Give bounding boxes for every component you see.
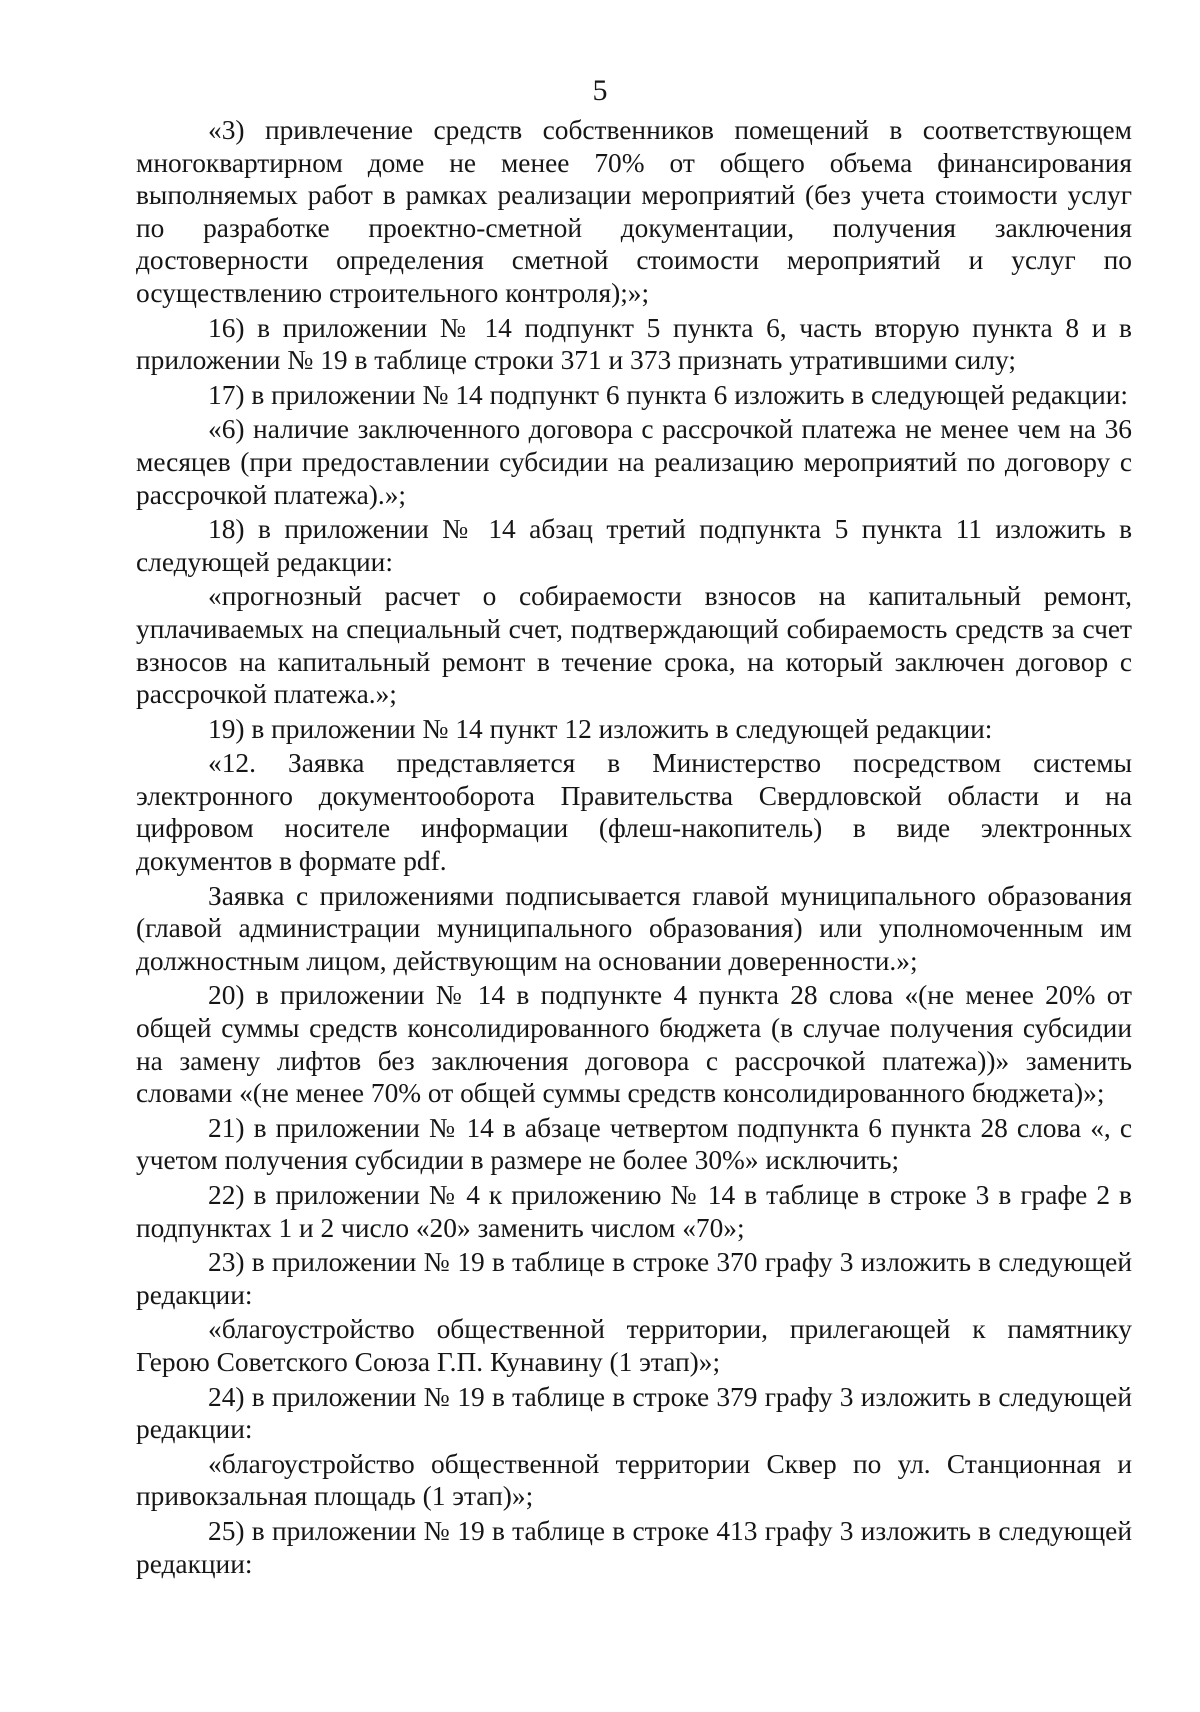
paragraph-station-square: «благоустройство общественной территории Сквер по ул. Станционная и привокзальная площадь (1 этап)»; [136, 1448, 1132, 1512]
paragraph-kunavin-territory: «благоустройство общественной территории, прилегающей к памятнику Герою Советского Союза Г.П. Кунавину (1 этап)»; [136, 1314, 1132, 1377]
paragraph-item-22: 22) в приложении № 4 к приложению № 14 в таблице в строке 3 в графе 2 в подпунктах 1 и 2 число «20» заменить числом «70»; [136, 1180, 1132, 1243]
paragraph-item-23: 23) в приложении № 19 в таблице в строке 370 графу 3 изложить в следующей редакции: [136, 1247, 1132, 1310]
paragraph-item-20: 20) в приложении № 14 в подпункте 4 пункта 28 слова «(не менее 20% от общей суммы средств консолидированного бюджета (в случае получения субсидии на замену лифтов без заключения договора с рассрочкой платежа))» заменить словами «(не менее 70% от общей суммы средств консолидированного бюджета)»; [136, 980, 1132, 1109]
paragraph-item-21: 21) в приложении № 14 в абзаце четвертом подпункта 6 пункта 28 слова «, с учетом получения субсидии в размере не более 30%» исключить; [136, 1112, 1132, 1176]
paragraph-item-24: 24) в приложении № 19 в таблице в строке 379 графу 3 изложить в следующей редакции: [136, 1381, 1132, 1445]
paragraph-application-signing: Заявка с приложениями подписывается главой муниципального образования (главой администрации муниципального образования) или уполномоченным им должностным лицом, действующим на основании доверенности.»; [136, 880, 1132, 976]
paragraph-item-17: 17) в приложении № 14 подпункт 6 пункта 6 изложить в следующей редакции: [208, 379, 1129, 410]
paragraph-clause-6: «6) наличие заключенного договора с рассрочкой платежа не менее чем на 36 месяцев (при предоставлении субсидии на реализацию мероприятий по договору с рассрочкой платежа).»; [136, 414, 1132, 510]
paragraph-forecast-calculation: «прогнозный расчет о собираемости взносов на капитальный ремонт, уплачиваемых на специальный счет, подтверждающий собираемость средств за счет взносов на капитальный ремонт в течение срока, на который заключен договор с рассрочкой платежа.»; [136, 581, 1132, 710]
paragraph-item-18: 18) в приложении № 14 абзац третий подпункта 5 пункта 11 изложить в следующей редакции: [136, 514, 1132, 577]
page-number: 5 [592, 74, 608, 107]
paragraph-item-25: 25) в приложении № 19 в таблице в строке 413 графу 3 изложить в следующей редакции: [136, 1515, 1132, 1579]
paragraph-item-16: 16) в приложении № 14 подпункт 5 пункта 6, часть вторую пункта 8 и в приложении № 19 в таблице строки 371 и 373 признать утратившими силу; [136, 312, 1132, 376]
paragraph-clause-3: «3) привлечение средств собственников помещений в соответствующем многоквартирном доме не менее 70% от общего объема финансирования выполняемых работ в рамках реализации мероприятий (без учета стоимости услуг по разработке проектно-сметной документации, получения заключения достоверности определения сметной стоимости мероприятий и услуг по осуществлению строительного контроля);»; [136, 115, 1132, 308]
paragraph-item-19: 19) в приложении № 14 пункт 12 изложить в следующей редакции: [208, 713, 993, 744]
paragraph-clause-12: «12. Заявка представляется в Министерство посредством системы электронного документооборота Правительства Свердловской области и на цифровом носителе информации (флеш-накопитель) в виде электронных документов в формате pdf. [136, 748, 1132, 877]
document-body [136, 114, 1132, 1580]
